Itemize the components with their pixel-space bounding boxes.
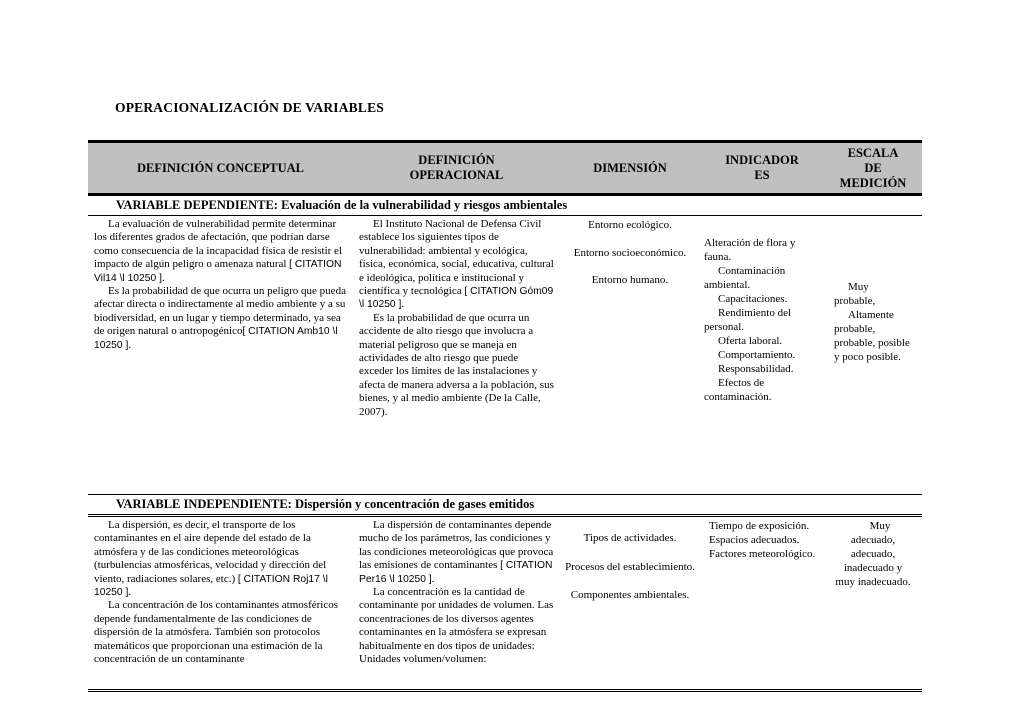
- col-header-indicadores: [700, 142, 824, 195]
- header-line: DE: [864, 160, 882, 175]
- dimension-item: Tipos de actividades.: [583, 532, 677, 544]
- independent-operational-cell: [353, 516, 560, 691]
- indicator-item: Tiempo de exposición.: [709, 520, 810, 532]
- header-line: DEFINICIÓN CONCEPTUAL: [136, 160, 305, 175]
- indicator-item: Contaminación ambiental.: [704, 265, 786, 291]
- indicator-item: Rendimiento del personal.: [704, 307, 792, 333]
- dependent-conceptual-cell: [88, 216, 353, 495]
- independent-variable-section-row: [88, 495, 922, 516]
- header-line: DIMENSIÓN: [593, 160, 667, 175]
- text-segment: .: [161, 271, 165, 284]
- header-line: OPERACIONAL: [409, 168, 504, 182]
- paragraph: [359, 519, 555, 586]
- indicator-item: Responsabilidad.: [718, 363, 794, 375]
- col-header-definicion-conceptual: [88, 142, 353, 195]
- dimension-item: Procesos del establecimiento.: [565, 560, 695, 573]
- citation-field: [ CITATION Per16 \l 10250 ]: [359, 560, 553, 585]
- indicator-item: Espacios adecuados.: [709, 534, 800, 546]
- citation-field: [ CITATION Amb10 \l 10250 ]: [94, 326, 338, 351]
- citation-field: [ CITATION Góm09 \l 10250 ]: [359, 286, 554, 311]
- text-segment: .: [431, 572, 435, 585]
- indicator-item: Efectos de contaminación.: [704, 377, 772, 403]
- indicator-item: Oferta laboral.: [718, 335, 783, 347]
- paragraph: Es la probabilidad de que ocurra un accidente de alto riesgo que involucra a material peligroso que se maneja en actividades de alto riesgo que puede exceder los límites de las instalaciones y afecta de manera adversa a la población, sus bienes, y al medio ambiente (De la Calle, 2007).: [359, 311, 554, 418]
- header-line: ESCALA: [847, 145, 899, 160]
- independent-variable-heading: VARIABLE INDEPENDIENTE: Dispersión y concentración de gases emitidos: [88, 495, 922, 516]
- table-header-row: [88, 142, 922, 195]
- indicator-item: Alteración de flora y fauna.: [704, 237, 796, 263]
- text-segment: El Instituto Nacional de Defensa Civil establece los siguientes tipos de vulnerabilidad: ambiental y ecológica, física, económica, social, educativa, cultural e ideológica, política e institucional y científica y tecnológica: [359, 218, 554, 298]
- text-segment: La evaluación de vulnerabilidad permite determinar los diferentes grados de afectación, que podrían darse como consecuencia de la incapacidad física de resistir el impacto de algún peligro o amenaza natural: [94, 218, 342, 271]
- page-title: OPERACIONALIZACIÓN DE VARIABLES: [115, 100, 385, 115]
- independent-variable-content-row: [88, 516, 922, 691]
- col-header-definicion-operacional: [353, 142, 560, 195]
- dimension-item: Entorno humano.: [591, 274, 669, 286]
- scale-text: Altamente probable, probable, posible y poco posible.: [834, 309, 910, 363]
- text-segment: .: [128, 338, 132, 351]
- citation-field: [ CITATION Roj17 \l 10250 ]: [94, 573, 328, 599]
- header-line: MEDICIÓN: [839, 175, 907, 190]
- dimension-item: Entorno ecológico.: [588, 219, 672, 231]
- scale-text: Muy adecuado, adecuado, inadecuado y muy inadecuado.: [835, 520, 911, 588]
- dependent-operational-cell: [353, 216, 560, 495]
- independent-indicators-cell: [700, 516, 824, 691]
- independent-scale-cell: [824, 516, 922, 691]
- header-line: ES: [754, 168, 770, 182]
- paragraph: La concentración de los contaminantes atmosféricos depende fundamentalmente de las condiciones de dispersión de la atmósfera. También son protocolos matemáticos que proporcionan una estimación de la concentración de un contaminante: [94, 599, 338, 666]
- dependent-variable-section-row: [88, 195, 922, 216]
- paragraph: [94, 285, 348, 352]
- dependent-variable-content-row: [88, 216, 922, 495]
- text-segment: .: [128, 586, 132, 599]
- paragraph: [94, 218, 348, 285]
- col-header-escala-medicion: [824, 142, 922, 195]
- paragraph: [359, 218, 555, 312]
- indicator-item: Capacitaciones.: [718, 293, 788, 305]
- variables-table: [88, 140, 922, 692]
- dependent-dimension-cell: [560, 216, 700, 495]
- col-header-dimension: [560, 142, 700, 195]
- text-segment: La dispersión, es decir, el transporte de los contaminantes en el aire depende del estado de la atmósfera y de las condiciones meteorológicas (turbulencias atmosféricas, velocidad y dirección del viento, radiaciones solares, etc.): [94, 519, 327, 585]
- header-line: INDICADOR: [725, 153, 799, 167]
- dimension-item: Entorno socioeconómico.: [573, 246, 687, 259]
- paragraph: [94, 519, 348, 599]
- independent-dimension-cell: [560, 516, 700, 691]
- text-segment: La dispersión de contaminantes depende mucho de los parámetros, las condiciones y las condiciones meteorológicas que provoca las emisiones de contaminantes: [359, 519, 554, 572]
- header-line: DEFINICIÓN: [418, 153, 495, 167]
- text-segment: Es la probabilidad de que ocurra un peligro que pueda afectar directa o indirectamente al medio ambiente y a su biodiversidad, en un lugar y tiempo determinado, ya sea de origen natural o antropogénico: [94, 285, 346, 338]
- text-segment: .: [401, 298, 405, 311]
- dimension-item: Componentes ambientales.: [570, 589, 690, 601]
- citation-field: [ CITATION Vil14 \l 10250 ]: [94, 259, 342, 284]
- independent-conceptual-cell: [88, 516, 353, 691]
- dependent-indicators-cell: [700, 216, 824, 495]
- dependent-scale-cell: [824, 216, 922, 495]
- scale-text: Muy probable,: [834, 281, 876, 307]
- paragraph: La concentración es la cantidad de contaminante por unidades de volumen. Las concentraciones de los diversos agentes contaminantes en la atmósfera se expresan habitualmente en dos tipos de unidades: Unidades volumen/volumen:: [359, 586, 554, 666]
- indicator-item: Factores meteorológico.: [709, 548, 816, 560]
- indicator-item: Comportamiento.: [718, 349, 796, 361]
- dependent-variable-heading: VARIABLE DEPENDIENTE: Evaluación de la vulnerabilidad y riesgos ambientales: [88, 195, 922, 216]
